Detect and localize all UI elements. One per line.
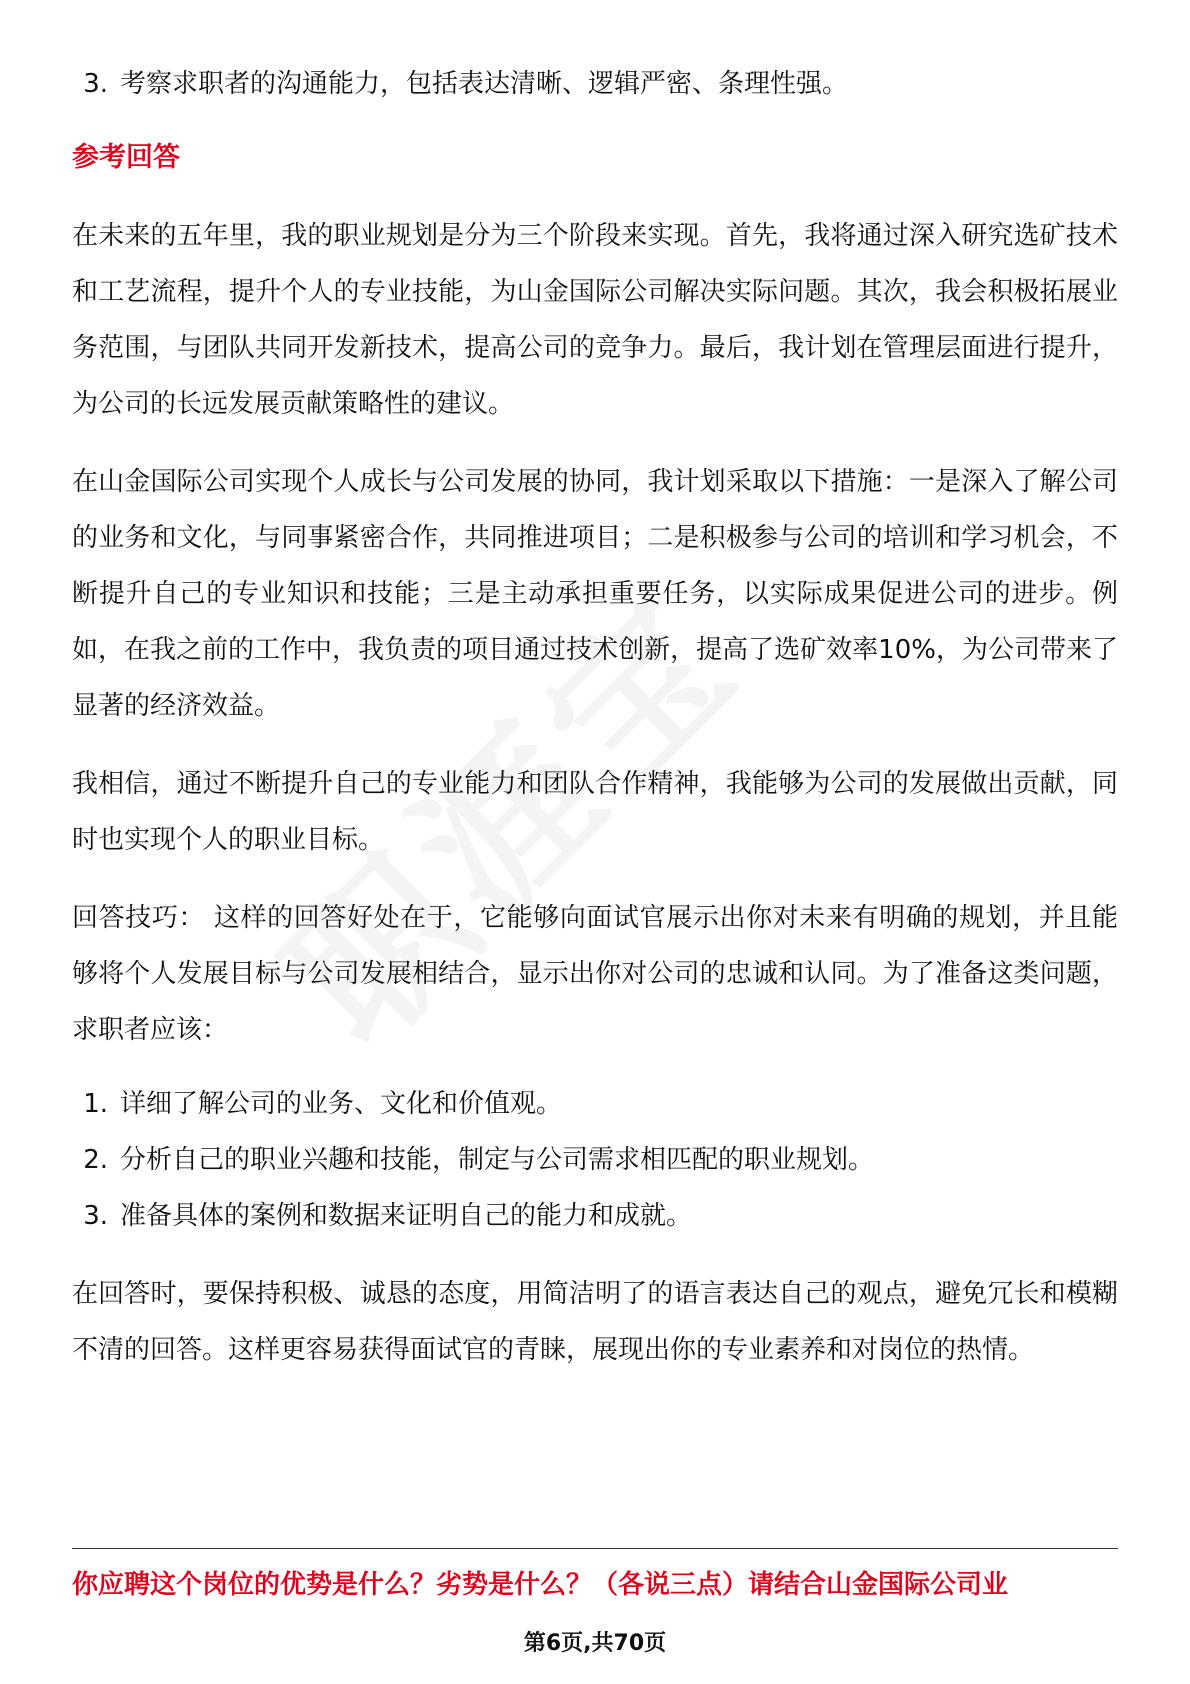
list-text: 分析自己的职业兴趣和技能，制定与公司需求相匹配的职业规划。 (120, 1145, 875, 1175)
page-content (72, 56, 1118, 1378)
tips-list (72, 1076, 1118, 1244)
list-text: 详细了解公司的业务、文化和价值观。 (120, 1089, 563, 1119)
intro-list (72, 56, 1118, 112)
answer-paragraph-1: 在未来的五年里，我的职业规划是分为三个阶段来实现。首先，我将通过深入研究选矿技术和工艺流程，提升个人的专业技能，为山金国际公司解决实际问题。其次，我会积极拓展业务范围，与团队共同开发新技术，提高公司的竞争力。最后，我计划在管理层面进行提升，为公司的长远发展贡献策略性的建议。 (72, 221, 1118, 419)
list-item (72, 56, 1118, 112)
list-item (72, 1132, 1118, 1188)
list-text: 准备具体的案例和数据来证明自己的能力和成就。 (120, 1201, 693, 1231)
list-number: 2. (83, 1145, 108, 1175)
tips-paragraph: 回答技巧： 这样的回答好处在于，它能够向面试官展示出你对未来有明确的规划，并且能够将个人发展目标与公司发展相结合，显示出你对公司的忠诚和认同。为了准备这类问题，求职者应该： (72, 903, 1118, 1045)
list-item (72, 1076, 1118, 1132)
page-number-footer: 第6页,共70页 (523, 1631, 667, 1656)
section-divider (72, 1548, 1118, 1549)
list-text: 考察求职者的沟通能力，包括表达清晰、逻辑严密、条理性强。 (120, 69, 849, 99)
list-item (72, 1188, 1118, 1244)
answer-paragraph-3: 我相信，通过不断提升自己的专业能力和团队合作精神，我能够为公司的发展做出贡献，同时也实现个人的职业目标。 (72, 769, 1118, 855)
closing-paragraph: 在回答时，要保持积极、诚恳的态度，用简洁明了的语言表达自己的观点，避免冗长和模糊不清的回答。这样更容易获得面试官的青睐，展现出你的专业素养和对岗位的热情。 (72, 1279, 1118, 1365)
answer-heading: 参考回答 (72, 142, 180, 173)
answer-paragraph-2: 在山金国际公司实现个人成长与公司发展的协同，我计划采取以下措施：一是深入了解公司的业务和文化，与同事紧密合作，共同推进项目；二是积极参与公司的培训和学习机会，不断提升自己的专业知识和技能；三是主动承担重要任务，以实际成果促进公司的进步。例如，在我之前的工作中，我负责的项目通过技术创新，提高了选矿效率10%，为公司带来了显著的经济效益。 (72, 467, 1118, 721)
next-question-heading: 你应聘这个岗位的优势是什么？劣势是什么？（各说三点）请结合山金国际公司业 (72, 1570, 1009, 1600)
list-number: 1. (83, 1089, 108, 1119)
list-number: 3. (83, 69, 108, 99)
list-number: 3. (83, 1201, 108, 1231)
